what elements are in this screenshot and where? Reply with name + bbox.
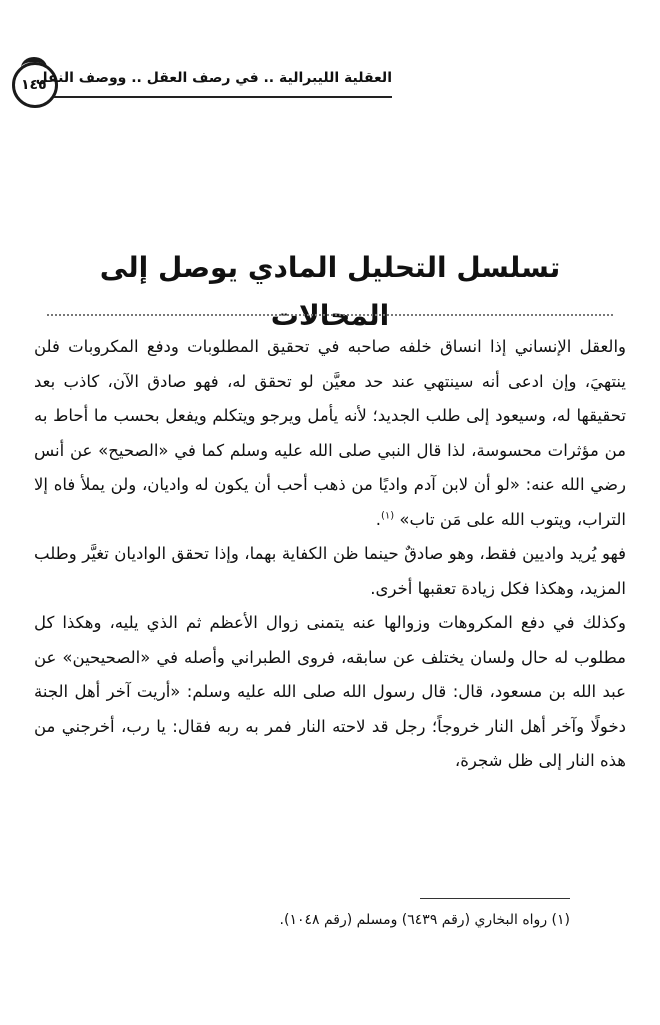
footnote-reference: (١) [380, 510, 395, 521]
running-header [12, 62, 392, 106]
paragraph-1-text: والعقل الإنساني إذا انساق خلفه صاحبه في تحقيق المطلوبات ودفع المكروبات فلن ينتهيَ، وإن ادعى أنه سينتهي عند حد معيَّن لو تحقق له، فهو صادق الآن، كاذب بعد تحقيقها له، وسيعود إلى طلب الجديد؛ لأنه يأمل ويرجو ويتكلم ويفعل بحسب ما أحاط به من مؤثرات محسوسة، لذا قال النبي صلى الله عليه وسلم كما في «الصحيح» عن أنس رضي الله عنه: «لو أن لابن آدم واديًا من ذهب أحب أن يكون له واديان، ولن يملأ فاه إلا التراب، ويتوب الله على مَن تاب» [34, 337, 626, 529]
page-number: ١٤٥ [21, 77, 47, 93]
paragraph-2: فهو يُريد واديين فقط، وهو صادقٌ حينما ظن الكفاية بهما، وإذا تحقق الواديان تغيَّر وطلب المزيد، وهكذا فكل زيادة تعقبها أخرى. [34, 544, 626, 598]
paragraph-1 [34, 330, 626, 537]
chapter-title [40, 244, 620, 340]
header-divider [54, 96, 392, 98]
chapter-title-line-1: تسلسل التحليل المادي يوصل إلى [99, 250, 561, 284]
body-text [34, 330, 626, 779]
paragraph-1-end: . [375, 509, 381, 529]
footnote: (١) رواه البخاري (رقم ٦٤٣٩) ومسلم (رقم ١٠٤٨). [279, 912, 570, 928]
paragraph-3: وكذلك في دفع المكروهات وزوالها عنه يتمنى زوال الأعظم ثم الذي يليه، وهكذا كل مطلوب له حال ولسان يختلف عن سابقه، فروى الطبراني وأصله في «الصحيحين» عن عبد الله بن مسعود، قال: قال رسول الله صلى الله عليه وسلم: «أريت آخر أهل الجنة دخولًا وآخر أهل النار خروجاً؛ رجل قد لاحته النار فمر به ربه فقال: يا رب، أخرجني من هذه النار إلى ظل شجرة، [34, 613, 626, 770]
title-dotted-rule [47, 314, 613, 316]
running-title: العقلية الليبرالية .. في رصف العقل .. ووصف النقل [35, 70, 392, 86]
footnote-divider [420, 898, 570, 899]
chapter-title-line-2: المحالات [270, 298, 390, 332]
